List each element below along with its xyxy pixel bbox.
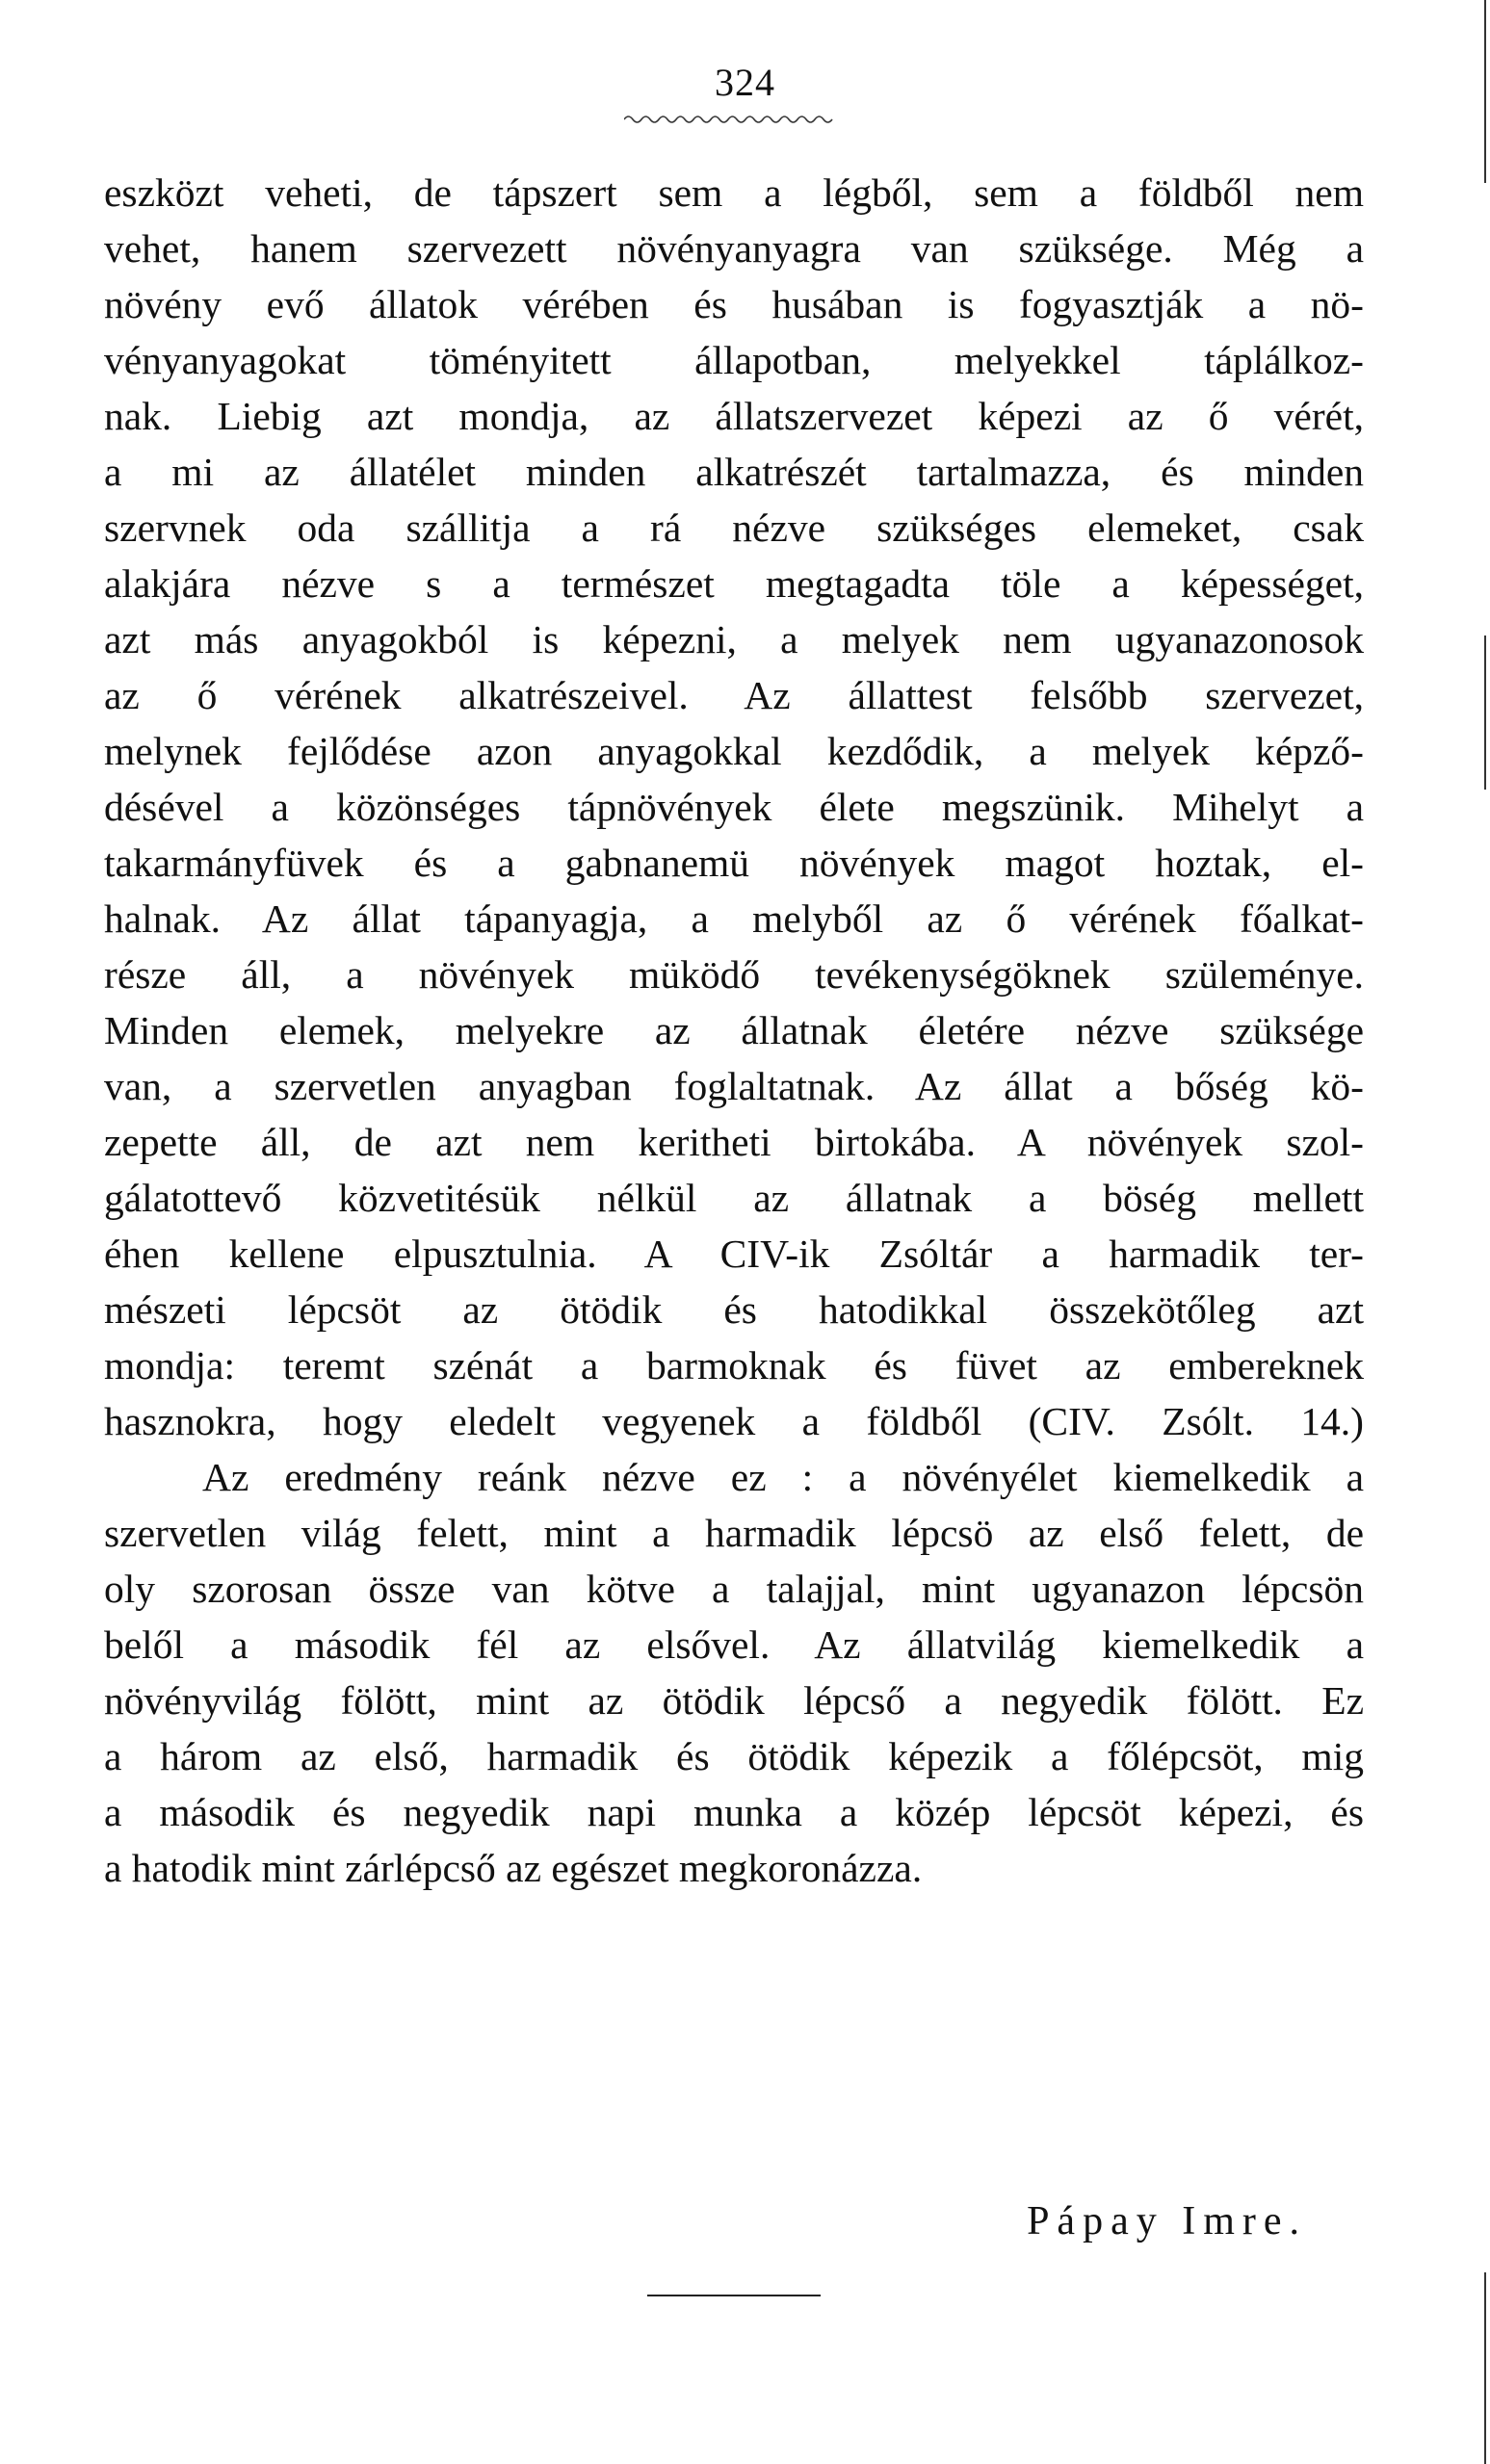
text-line: vényanyagokat töményitett állapotban, melyekkel táplálkoz-: [104, 338, 1364, 382]
text-line: hasznokra, hogy eledelt vegyenek a földből (CIV. Zsólt. 14.): [104, 1399, 1364, 1443]
text-line: alakjára nézve s a természet megtagadta töle a képességet,: [104, 561, 1364, 606]
text-line: gálatottevő közvetitésük nélkül az állatnak a böség mellett: [104, 1176, 1364, 1220]
text-line: a második és negyedik napi munka a közép lépcsöt képezi, és: [104, 1790, 1364, 1834]
text-line: vehet, hanem szervezett növényanyagra van szüksége. Még a: [104, 226, 1364, 271]
text-line: désével a közönséges tápnövények élete megszünik. Mihelyt a: [104, 785, 1364, 829]
text-line: szervnek oda szállitja a rá nézve szükséges elemeket, csak: [104, 506, 1364, 550]
text-line: zepette áll, de azt nem keritheti birtokába. A növények szol-: [104, 1120, 1364, 1164]
text-line: belől a második fél az elsővel. Az állatvilág kiemelkedik a: [104, 1622, 1364, 1667]
text-line: azt más anyagokból is képezni, a melyek nem ugyanazonosok: [104, 617, 1364, 661]
wavy-ornament-icon: [624, 112, 834, 127]
author-signature: Pápay Imre.: [1027, 2199, 1307, 2244]
text-line: mészeti lépcsöt az ötödik és hatodikkal összekötőleg azt: [104, 1287, 1364, 1332]
text-line: van, a szervetlen anyagban foglaltatnak. Az állat a bőség kö-: [104, 1064, 1364, 1108]
page-edge-line: [1484, 635, 1486, 790]
text-line: eszközt veheti, de tápszert sem a légből, sem a földből nem: [104, 170, 1364, 215]
end-rule-divider: [647, 2295, 821, 2296]
text-line: a három az első, harmadik és ötödik képezik a főlépcsöt, mig: [104, 1734, 1364, 1778]
text-line: növény evő állatok vérében és husában is fogyasztják a nö-: [104, 282, 1364, 326]
page-edge-line: [1484, 0, 1486, 183]
text-line: a mi az állatélet minden alkatrészét tartalmazza, és minden: [104, 450, 1364, 494]
text-line: takarmányfüvek és a gabnanemü növények magot hoztak, el-: [104, 841, 1364, 885]
text-line: éhen kellene elpusztulnia. A CIV-ik Zsóltár a harmadik ter-: [104, 1232, 1364, 1276]
text-line: melynek fejlődése azon anyagokkal kezdődik, a melyek képző-: [104, 729, 1364, 773]
text-line: szervetlen világ felett, mint a harmadik lépcsö az első felett, de: [104, 1511, 1364, 1555]
text-line: mondja: teremt szénát a barmoknak és füvet az embereknek: [104, 1343, 1364, 1388]
text-line: a hatodik mint zárlépcső az egészet megkoronázza.: [104, 1846, 923, 1890]
text-line: halnak. Az állat tápanyagja, a melyből az ő vérének főalkat-: [104, 896, 1364, 941]
text-line: növényvilág fölött, mint az ötödik lépcső a negyedik fölött. Ez: [104, 1678, 1364, 1723]
text-line: része áll, a növények müködő tevékenységöknek szüleménye.: [104, 952, 1364, 997]
page-number: 324: [715, 61, 775, 104]
text-line: Az eredmény reánk nézve ez : a növényélet kiemelkedik a: [202, 1455, 1364, 1499]
text-line: nak. Liebig azt mondja, az állatszervezet képezi az ő vérét,: [104, 394, 1364, 438]
text-line: oly szorosan össze van kötve a talajjal, mint ugyanazon lépcsön: [104, 1567, 1364, 1611]
text-line: Minden elemek, melyekre az állatnak életére nézve szüksége: [104, 1008, 1364, 1052]
text-line: az ő vérének alkatrészeivel. Az állattest felsőbb szervezet,: [104, 673, 1364, 717]
page-edge-line: [1484, 2272, 1486, 2464]
